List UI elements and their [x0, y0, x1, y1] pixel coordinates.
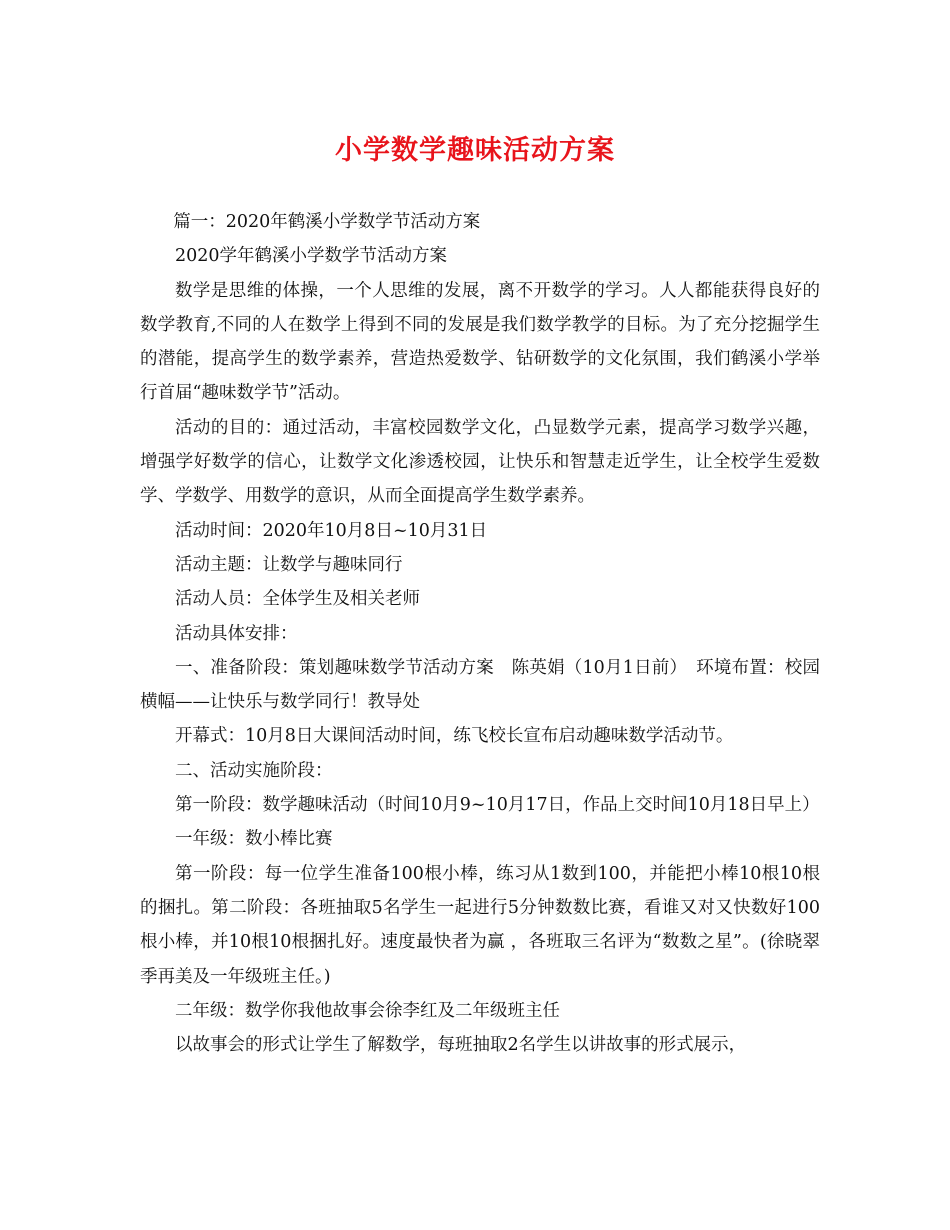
paragraph-4: 活动的目的：通过活动，丰富校园数学文化，凸显数学元素，提高学习数学兴趣，增强学好数学的信心，让数学文化渗透校园，让快乐和智慧走近学生，让全校学生爱数学、学数学、用数学的意识，从而全面提高学生数学素养。: [140, 417, 820, 507]
paragraph-9: 一、准备阶段：策划趣味数学节活动方案 陈英娟（10月1日前） 环境布置：校园横幅——让快乐与数学同行！教导处: [140, 657, 820, 713]
paragraph-3: 数学是思维的体操，一个人思维的发展，离不开数学的学习。人人都能获得良好的数学教育,不同的人在数学上得到不同的发展是我们数学教学的目标。为了充分挖掘学生的潜能，提高学生的数学素养，营造热爱数学、钻研数学的文化氛围，我们鹤溪小学举行首届“趣味数学节”活动。: [140, 280, 820, 404]
paragraph-2: 2020学年鹤溪小学数学节活动方案: [175, 246, 448, 267]
paragraph-14: 第一阶段：每一位学生准备100根小棒，练习从1数到100，并能把小棒10根10根的捆扎。第二阶段：各班抽取5名学生一起进行5分钟数数比赛，看谁又对又快数好100根小棒，并10根10根捆扎好。速度最快者为赢 ，各班取三名评为“数数之星”。(徐晓翠 季再美及一年级班主任。): [140, 863, 820, 987]
document-body: [140, 205, 820, 1062]
paragraph-7: 活动人员：全体学生及相关老师: [175, 589, 420, 610]
paragraph-8: 活动具体安排：: [175, 623, 298, 644]
paragraph-16: 以故事会的形式让学生了解数学，每班抽取2名学生以讲故事的形式展示，: [175, 1035, 747, 1056]
paragraph-12: 第一阶段：数学趣味活动（时间10月9~10月17日，作品上交时间10月18日早上）: [175, 795, 820, 816]
paragraph-11: 二、活动实施阶段：: [175, 760, 333, 781]
paragraph-5: 活动时间：2020年10月8日~10月31日: [175, 520, 488, 541]
paragraph-15: 二年级：数学你我他故事会徐李红及二年级班主任: [175, 1000, 560, 1021]
paragraph-10: 开幕式：10月8日大课间活动时间，练飞校长宣布启动趣味数学活动节。: [175, 726, 734, 747]
paragraph-13: 一年级：数小棒比赛: [175, 829, 333, 850]
paragraph-1: 篇一：2020年鹤溪小学数学节活动方案: [173, 212, 481, 232]
paragraph-6: 活动主题：让数学与趣味同行: [175, 554, 403, 575]
document-title: 小学数学趣味活动方案: [335, 135, 615, 166]
